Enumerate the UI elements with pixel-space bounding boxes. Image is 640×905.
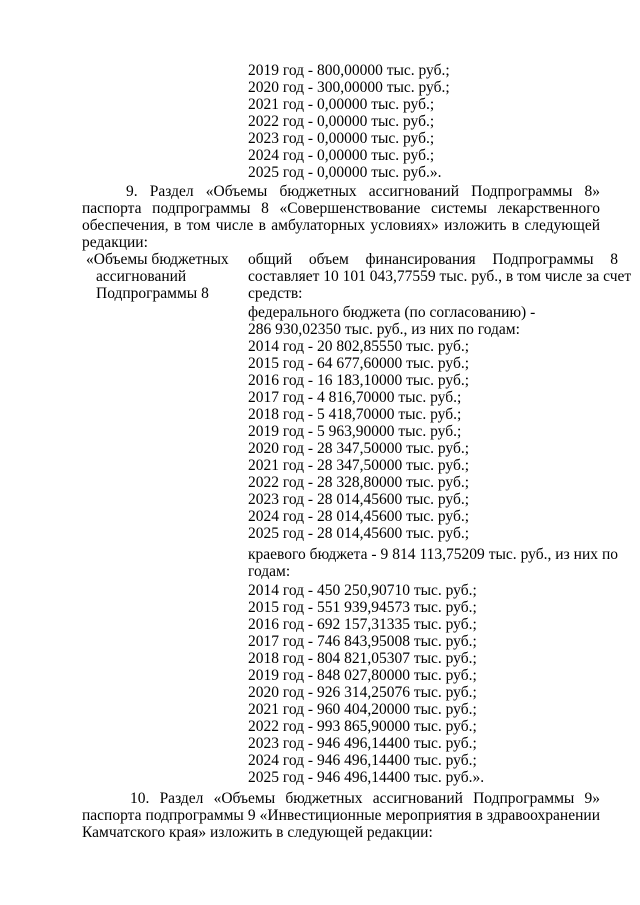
regional-year-line: 2022 год - 993 865,90000 тыс. руб.; xyxy=(248,718,477,735)
regional-year-line: 2018 год - 804 821,05307 тыс. руб.; xyxy=(248,650,477,667)
year-line: 2022 год - 0,00000 тыс. руб.; xyxy=(248,113,435,130)
paragraph-line: паспорта подпрограммы 8 «Совершенствование системы лекарственного xyxy=(82,200,600,217)
federal-year-line: 2025 год - 28 014,45600 тыс. руб.; xyxy=(248,525,470,542)
regional-year-line: 2023 год - 946 496,14400 тыс. руб.; xyxy=(248,735,477,752)
label-line: «Объемы бюджетных xyxy=(86,251,229,268)
federal-year-line: 2021 год - 28 347,50000 тыс. руб.; xyxy=(248,457,470,474)
paragraph-line: 9. Раздел «Объемы бюджетных ассигнований Подпрограммы 8» xyxy=(126,183,600,200)
regional-year-line: 2025 год - 946 496,14400 тыс. руб.». xyxy=(248,769,485,786)
label-line: ассигнований xyxy=(96,268,187,285)
federal-year-line: 2024 год - 28 014,45600 тыс. руб.; xyxy=(248,508,470,525)
regional-year-line: 2019 год - 848 027,80000 тыс. руб.; xyxy=(248,667,477,684)
regional-year-line: 2021 год - 960 404,20000 тыс. руб.; xyxy=(248,701,477,718)
regional-year-line: 2016 год - 692 157,31335 тыс. руб.; xyxy=(248,616,477,633)
regional-year-line: 2020 год - 926 314,25076 тыс. руб.; xyxy=(248,684,477,701)
federal-year-line: 2014 год - 20 802,85550 тыс. руб.; xyxy=(248,338,470,355)
federal-line: 286 930,02350 тыс. руб., из них по годам: xyxy=(248,321,520,338)
federal-year-line: 2020 год - 28 347,50000 тыс. руб.; xyxy=(248,440,470,457)
year-line: 2023 год - 0,00000 тыс. руб.; xyxy=(248,130,435,147)
label-line: Подпрограммы 8 xyxy=(96,285,209,302)
regional-line: годам: xyxy=(248,563,291,580)
year-line: 2020 год - 300,00000 тыс. руб.; xyxy=(248,79,450,96)
paragraph-line: 10. Раздел «Объемы бюджетных ассигнований Подпрограммы 9» xyxy=(130,790,600,807)
federal-line: федерального бюджета (по согласованию) - xyxy=(248,304,536,321)
year-line: 2024 год - 0,00000 тыс. руб.; xyxy=(248,147,435,164)
federal-year-line: 2016 год - 16 183,10000 тыс. руб.; xyxy=(248,372,470,389)
federal-year-line: 2019 год - 5 963,90000 тыс. руб.; xyxy=(248,423,462,440)
federal-year-line: 2023 год - 28 014,45600 тыс. руб.; xyxy=(248,491,470,508)
paragraph-line: Камчатского края» изложить в следующей редакции: xyxy=(82,824,433,841)
total-line: средств: xyxy=(248,285,303,302)
paragraph-line: обеспечения, в том числе в амбулаторных условиях» изложить в следующей xyxy=(82,217,600,234)
federal-year-line: 2017 год - 4 816,70000 тыс. руб.; xyxy=(248,389,462,406)
paragraph-line: паспорта подпрограммы 9 «Инвестиционные мероприятия в здравоохранении xyxy=(82,807,600,824)
year-line: 2019 год - 800,00000 тыс. руб.; xyxy=(248,62,450,79)
federal-year-line: 2015 год - 64 677,60000 тыс. руб.; xyxy=(248,355,470,372)
regional-line: краевого бюджета - 9 814 113,75209 тыс. руб., из них по xyxy=(248,546,618,563)
year-line: 2021 год - 0,00000 тыс. руб.; xyxy=(248,96,435,113)
regional-year-line: 2017 год - 746 843,95008 тыс. руб.; xyxy=(248,633,477,650)
regional-year-line: 2024 год - 946 496,14400 тыс. руб.; xyxy=(248,752,477,769)
paragraph-line: редакции: xyxy=(82,234,148,251)
regional-year-line: 2014 год - 450 250,90710 тыс. руб.; xyxy=(248,582,477,599)
total-line: составляет 10 101 043,77559 тыс. руб., в том числе за счет xyxy=(248,268,632,285)
regional-year-line: 2015 год - 551 939,94573 тыс. руб.; xyxy=(248,599,477,616)
year-line: 2025 год - 0,00000 тыс. руб.». xyxy=(248,164,442,181)
federal-year-line: 2022 год - 28 328,80000 тыс. руб.; xyxy=(248,474,470,491)
total-line: общий объем финансирования Подпрограммы 8 xyxy=(248,251,618,268)
federal-year-line: 2018 год - 5 418,70000 тыс. руб.; xyxy=(248,406,462,423)
